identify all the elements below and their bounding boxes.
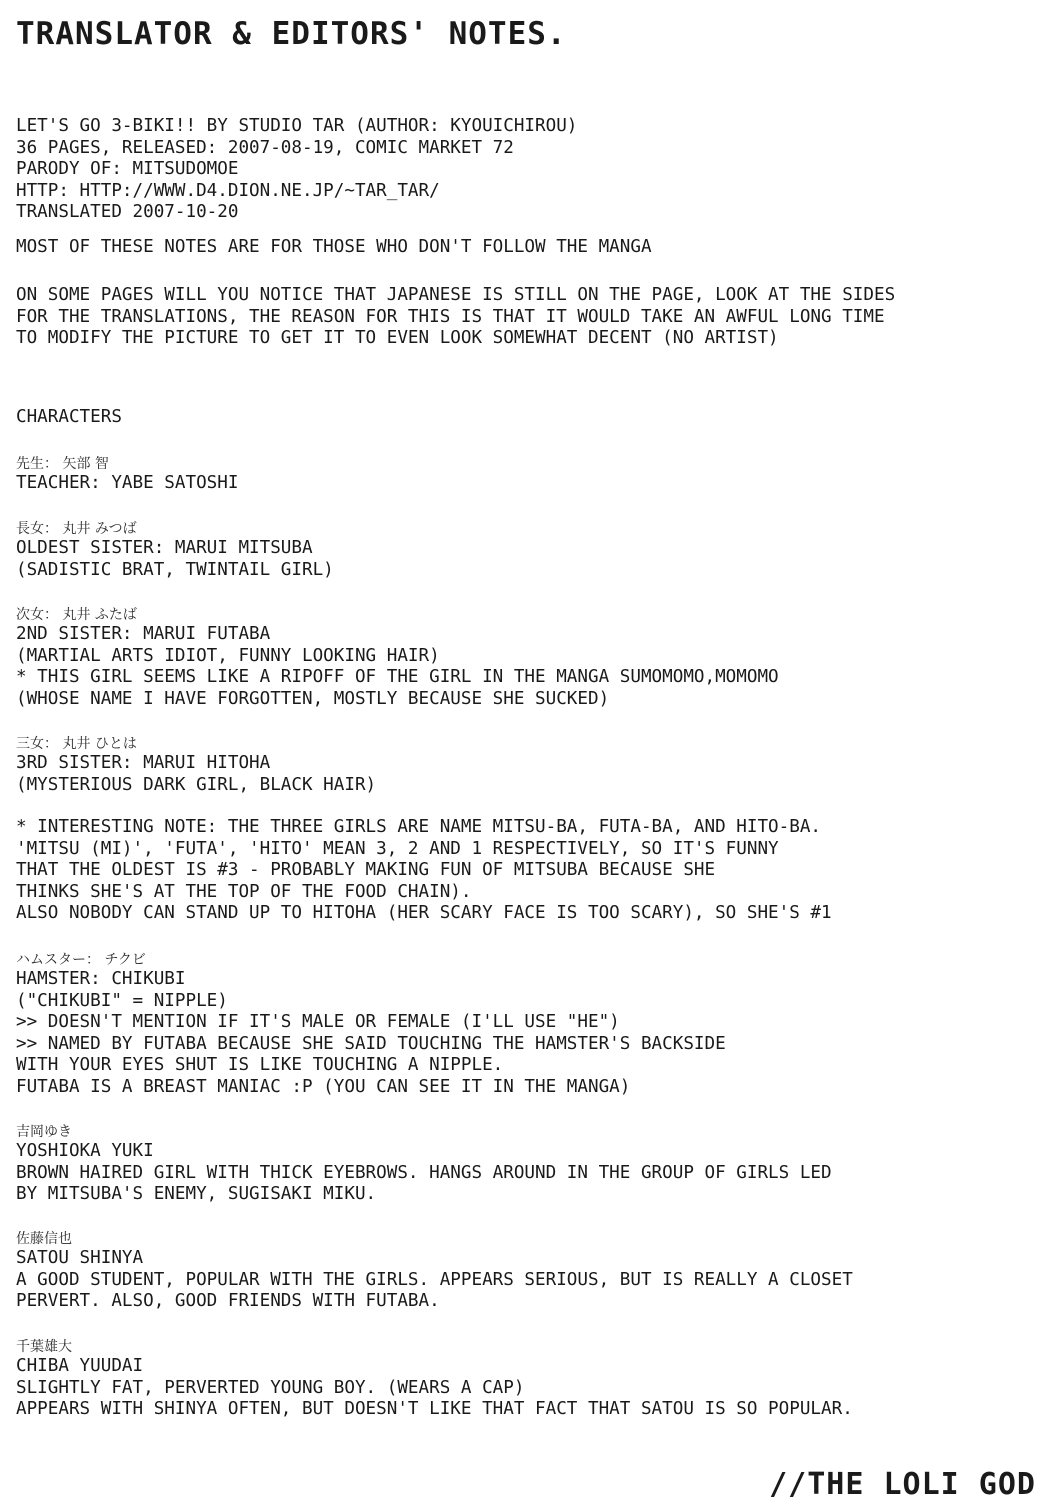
japanese-name: 次女： 丸井 ふたば xyxy=(16,607,137,623)
character-line: (SADISTIC BRAT, TWINTAIL GIRL) xyxy=(16,559,334,580)
character-line: SATOU SHINYA xyxy=(16,1248,144,1268)
note-line: FOR THE TRANSLATIONS, THE REASON FOR THIS IS THAT IT WOULD TAKE AN AWFUL LONG TIME xyxy=(16,306,885,327)
note-line: MOST OF THESE NOTES ARE FOR THOSE WHO DON'T FOLLOW THE MANGA xyxy=(16,237,652,257)
signature: //THE LOLI GOD xyxy=(769,1467,1036,1502)
character-hamster xyxy=(16,952,1036,1098)
note-line: THAT THE OLDEST IS #3 - PROBABLY MAKING FUN OF MITSUBA BECAUSE SHE xyxy=(16,860,716,880)
note-line: TO MODIFY THE PICTURE TO GET IT TO EVEN LOOK SOMEWHAT DECENT (NO ARTIST) xyxy=(16,328,779,348)
note-line: THINKS SHE'S AT THE TOP OF THE FOOD CHAIN). xyxy=(16,881,472,902)
character-hitoha xyxy=(16,736,1036,796)
info-line: LET'S GO 3-BIKI!! BY STUDIO TAR (AUTHOR: KYOUICHIROU) xyxy=(16,116,578,136)
character-line: YOSHIOKA YUKI xyxy=(16,1141,154,1161)
japanese-name: 長女： 丸井 みつば xyxy=(16,521,137,537)
character-line: >> DOESN'T MENTION IF IT'S MALE OR FEMALE (I'LL USE "HE") xyxy=(16,1012,620,1032)
japanese-name: ハムスター： チクビ xyxy=(16,952,146,968)
character-futaba xyxy=(16,607,1036,710)
character-line: ("CHIKUBI" = NIPPLE) xyxy=(16,990,228,1011)
character-line: BY MITSUBA'S ENEMY, SUGISAKI MIKU. xyxy=(16,1184,377,1204)
character-line: (WHOSE NAME I HAVE FORGOTTEN, MOSTLY BECAUSE SHE SUCKED) xyxy=(16,688,610,709)
character-line: * THIS GIRL SEEMS LIKE A RIPOFF OF THE GIRL IN THE MANGA SUMOMOMO,MOMOMO xyxy=(16,667,779,687)
release-info xyxy=(16,116,1036,224)
character-line: BROWN HAIRED GIRL WITH THICK EYEBROWS. HANGS AROUND IN THE GROUP OF GIRLS LED xyxy=(16,1162,832,1183)
character-line: CHIBA YUUDAI xyxy=(16,1356,144,1376)
character-yuudai xyxy=(16,1339,1036,1421)
section-heading: CHARACTERS xyxy=(16,407,122,427)
interesting-note xyxy=(16,817,1036,925)
note-line: 'MITSU (MI)', 'FUTA', 'HITO' MEAN 3, 2 AND 1 RESPECTIVELY, SO IT'S FUNNY xyxy=(16,838,779,859)
character-line: OLDEST SISTER: MARUI MITSUBA xyxy=(16,538,313,558)
character-line: >> NAMED BY FUTABA BECAUSE SHE SAID TOUCHING THE HAMSTER'S BACKSIDE xyxy=(16,1033,726,1054)
japanese-name: 三女： 丸井 ひとは xyxy=(16,736,137,752)
characters-heading xyxy=(16,407,1036,429)
character-line: (MARTIAL ARTS IDIOT, FUNNY LOOKING HAIR) xyxy=(16,645,440,666)
character-line: A GOOD STUDENT, POPULAR WITH THE GIRLS. APPEARS SERIOUS, BUT IS REALLY A CLOSET xyxy=(16,1269,853,1290)
character-line: FUTABA IS A BREAST MANIAC :P (YOU CAN SEE IT IN THE MANGA) xyxy=(16,1076,631,1097)
character-line: SLIGHTLY FAT, PERVERTED YOUNG BOY. (WEARS A CAP) xyxy=(16,1377,525,1398)
notes-page xyxy=(16,0,1036,1500)
note-line: ON SOME PAGES WILL YOU NOTICE THAT JAPANESE IS STILL ON THE PAGE, LOOK AT THE SIDES xyxy=(16,285,896,305)
character-line: PERVERT. ALSO, GOOD FRIENDS WITH FUTABA. xyxy=(16,1291,440,1311)
character-teacher xyxy=(16,456,1036,495)
manga-note xyxy=(16,237,1036,259)
character-line: WITH YOUR EYES SHUT IS LIKE TOUCHING A NIPPLE. xyxy=(16,1055,504,1075)
character-shinya xyxy=(16,1231,1036,1313)
character-yuki xyxy=(16,1124,1036,1206)
info-line: 36 PAGES, RELEASED: 2007-08-19, COMIC MARKET 72 xyxy=(16,137,514,158)
note-line: ALSO NOBODY CAN STAND UP TO HITOHA (HER SCARY FACE IS TOO SCARY), SO SHE'S #1 xyxy=(16,903,832,923)
info-line: TRANSLATED 2007-10-20 xyxy=(16,202,239,222)
japanese-name: 千葉雄大 xyxy=(16,1339,72,1355)
character-line: (MYSTERIOUS DARK GIRL, BLACK HAIR) xyxy=(16,774,377,795)
character-line: 3RD SISTER: MARUI HITOHA xyxy=(16,753,271,773)
info-line: HTTP: HTTP://WWW.D4.DION.NE.JP/~TAR_TAR/ xyxy=(16,180,440,201)
japanese-name: 先生： 矢部 智 xyxy=(16,456,109,472)
japanese-name: 吉岡ゆき xyxy=(16,1124,72,1140)
note-line: * INTERESTING NOTE: THE THREE GIRLS ARE NAME MITSU-BA, FUTA-BA, AND HITO-BA. xyxy=(16,817,822,837)
character-mitsuba xyxy=(16,521,1036,581)
character-line: 2ND SISTER: MARUI FUTABA xyxy=(16,624,271,644)
page-title: TRANSLATOR & EDITORS' NOTES. xyxy=(16,16,567,52)
character-line: APPEARS WITH SHINYA OFTEN, BUT DOESN'T LIKE THAT FACT THAT SATOU IS SO POPULAR. xyxy=(16,1399,853,1419)
japanese-name: 佐藤信也 xyxy=(16,1231,72,1247)
character-line: TEACHER: YABE SATOSHI xyxy=(16,473,239,493)
character-line: HAMSTER: CHIKUBI xyxy=(16,969,186,989)
pages-note xyxy=(16,285,1036,350)
info-line: PARODY OF: MITSUDOMOE xyxy=(16,159,239,179)
